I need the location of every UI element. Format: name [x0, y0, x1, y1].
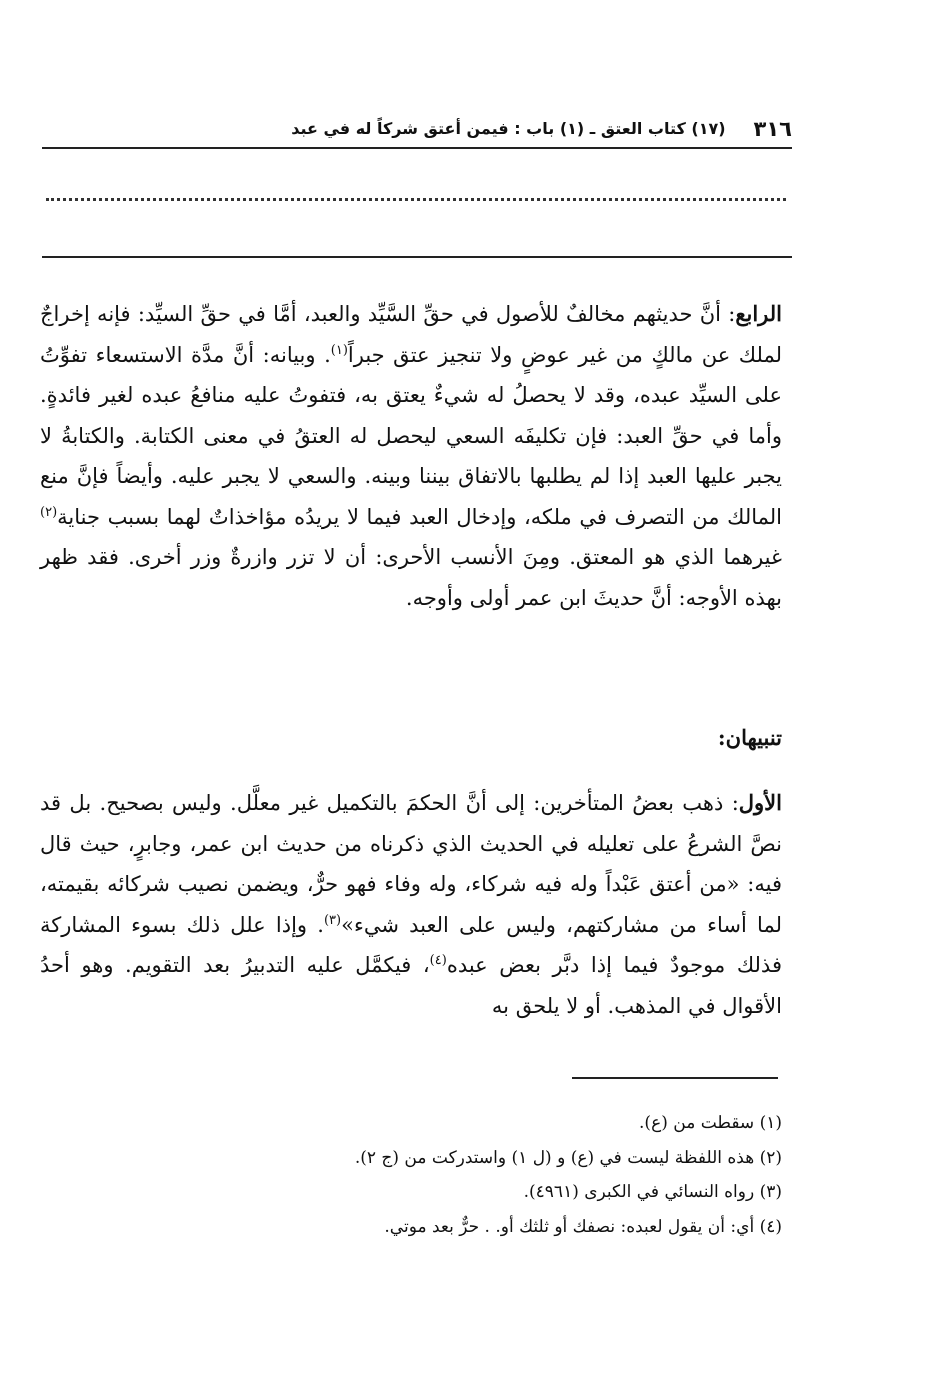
- running-header: [42, 112, 792, 142]
- footnote-reference[interactable]: (٤): [429, 953, 447, 968]
- page-number: ٣١٦: [753, 117, 792, 141]
- paragraph-text: غيرهما الذي هو المعتق. ومِنَ الأنسب الأحرى: أن لا تزر وازرةٌ وزر أخرى. فقد ظهر بهذه الأوجه: أنَّ حديثَ ابن عمر أولى وأوجه.: [40, 545, 782, 610]
- paragraph-text: . وإذا علل ذلك بسوء المشاركة فذلك موجودٌ فيما إذا دبَّر بعض عبده: [40, 912, 782, 977]
- lead-word: الرابع: [735, 301, 782, 326]
- footnotes-list: [40, 1106, 782, 1244]
- footnote: (٢) هذه اللفظة ليست في (ع) و (ل ١) واستدركت من (ج ٢).: [354, 1147, 782, 1168]
- footnote: (١) سقطت من (ع).: [639, 1113, 782, 1133]
- dotted-separator: [46, 198, 786, 201]
- section-heading: تنبيهان:: [717, 725, 782, 750]
- footnote-reference[interactable]: (٣): [323, 912, 342, 928]
- lead-word: الأول: [738, 790, 782, 815]
- paragraph-text: ، فيكمَّل عليه التدبيرُ بعد التقويم. وهو أحدُ الأقوال في المذهب. أو لا يلحق به: [40, 953, 782, 1018]
- paragraph-text: : ذهب بعضُ المتأخرين: إلى أنَّ الحكمَ بالتكميل غير معلَّل. وليس بصحيح. بل قد نصَّ الشرعُ على تعليله في الحديث الذي ذكرناه من حديث ابن عمر، وجابرٍ، حيث قال فيه: «من أعتق عَبْداً وله فيه شركاء، وله وفاء فهو حرٌّ، ويضمن نصيب شركائه بقيمته، لما أساء من مشاركتهم، وليس على العبد شيء»: [40, 791, 782, 937]
- header-rule: [42, 147, 792, 149]
- paragraph-text: . وبيانه: أنَّ مدَّة الاستسعاء تفوِّتُ على السيِّد عبده، وقد لا يحصلُ له شيءٌ يعتق به، فتفوتُ عليه منافعُ عبده لغير فائدةٍ. وأما في حقِّ العبد: فإن تكليفَه السعي ليحصل له العتقُ في معنى الكتابة. والكتابةُ لا يجبر عليها العبد إذا لم يطلبها بالاتفاق بيننا وبينه. والسعي لا يجبر عليه. وأيضاً فإنَّ منع المالك من التصرف في ملكه، وإدخال العبد فيما لا يريدُه مؤاخذاتٌ لهما بسبب جناية: [40, 342, 782, 529]
- footnote-rule: [572, 1077, 778, 1079]
- footnote-reference[interactable]: (١): [330, 342, 348, 358]
- paragraph-text: : أنَّ حديثهم مخالفٌ للأصول في حقِّ السَّيِّد والعبد، أمَّا في حقِّ السيِّد: فإنه إخراجٌ لملك عن مالكٍ من غير عوضٍ ولا تنجيز عتق جبراً: [40, 302, 782, 367]
- paragraph-fourth-point: [40, 294, 782, 618]
- paragraph-first-note: [40, 783, 782, 1026]
- section-rule: [42, 256, 792, 258]
- footnote: (٤) أي: أن يقول لعبده: نصفك أو ثلثك أو. . حرٌّ بعد موتي.: [384, 1216, 782, 1237]
- footnote: (٣) رواه النسائي في الكبرى (٤٩٦١).: [523, 1182, 782, 1202]
- footnote-reference[interactable]: (٢): [40, 504, 58, 520]
- chapter-title: (١٧) كتاب العتق ـ (١) باب : فيمن أعتق شركاً له في عبد: [291, 119, 726, 138]
